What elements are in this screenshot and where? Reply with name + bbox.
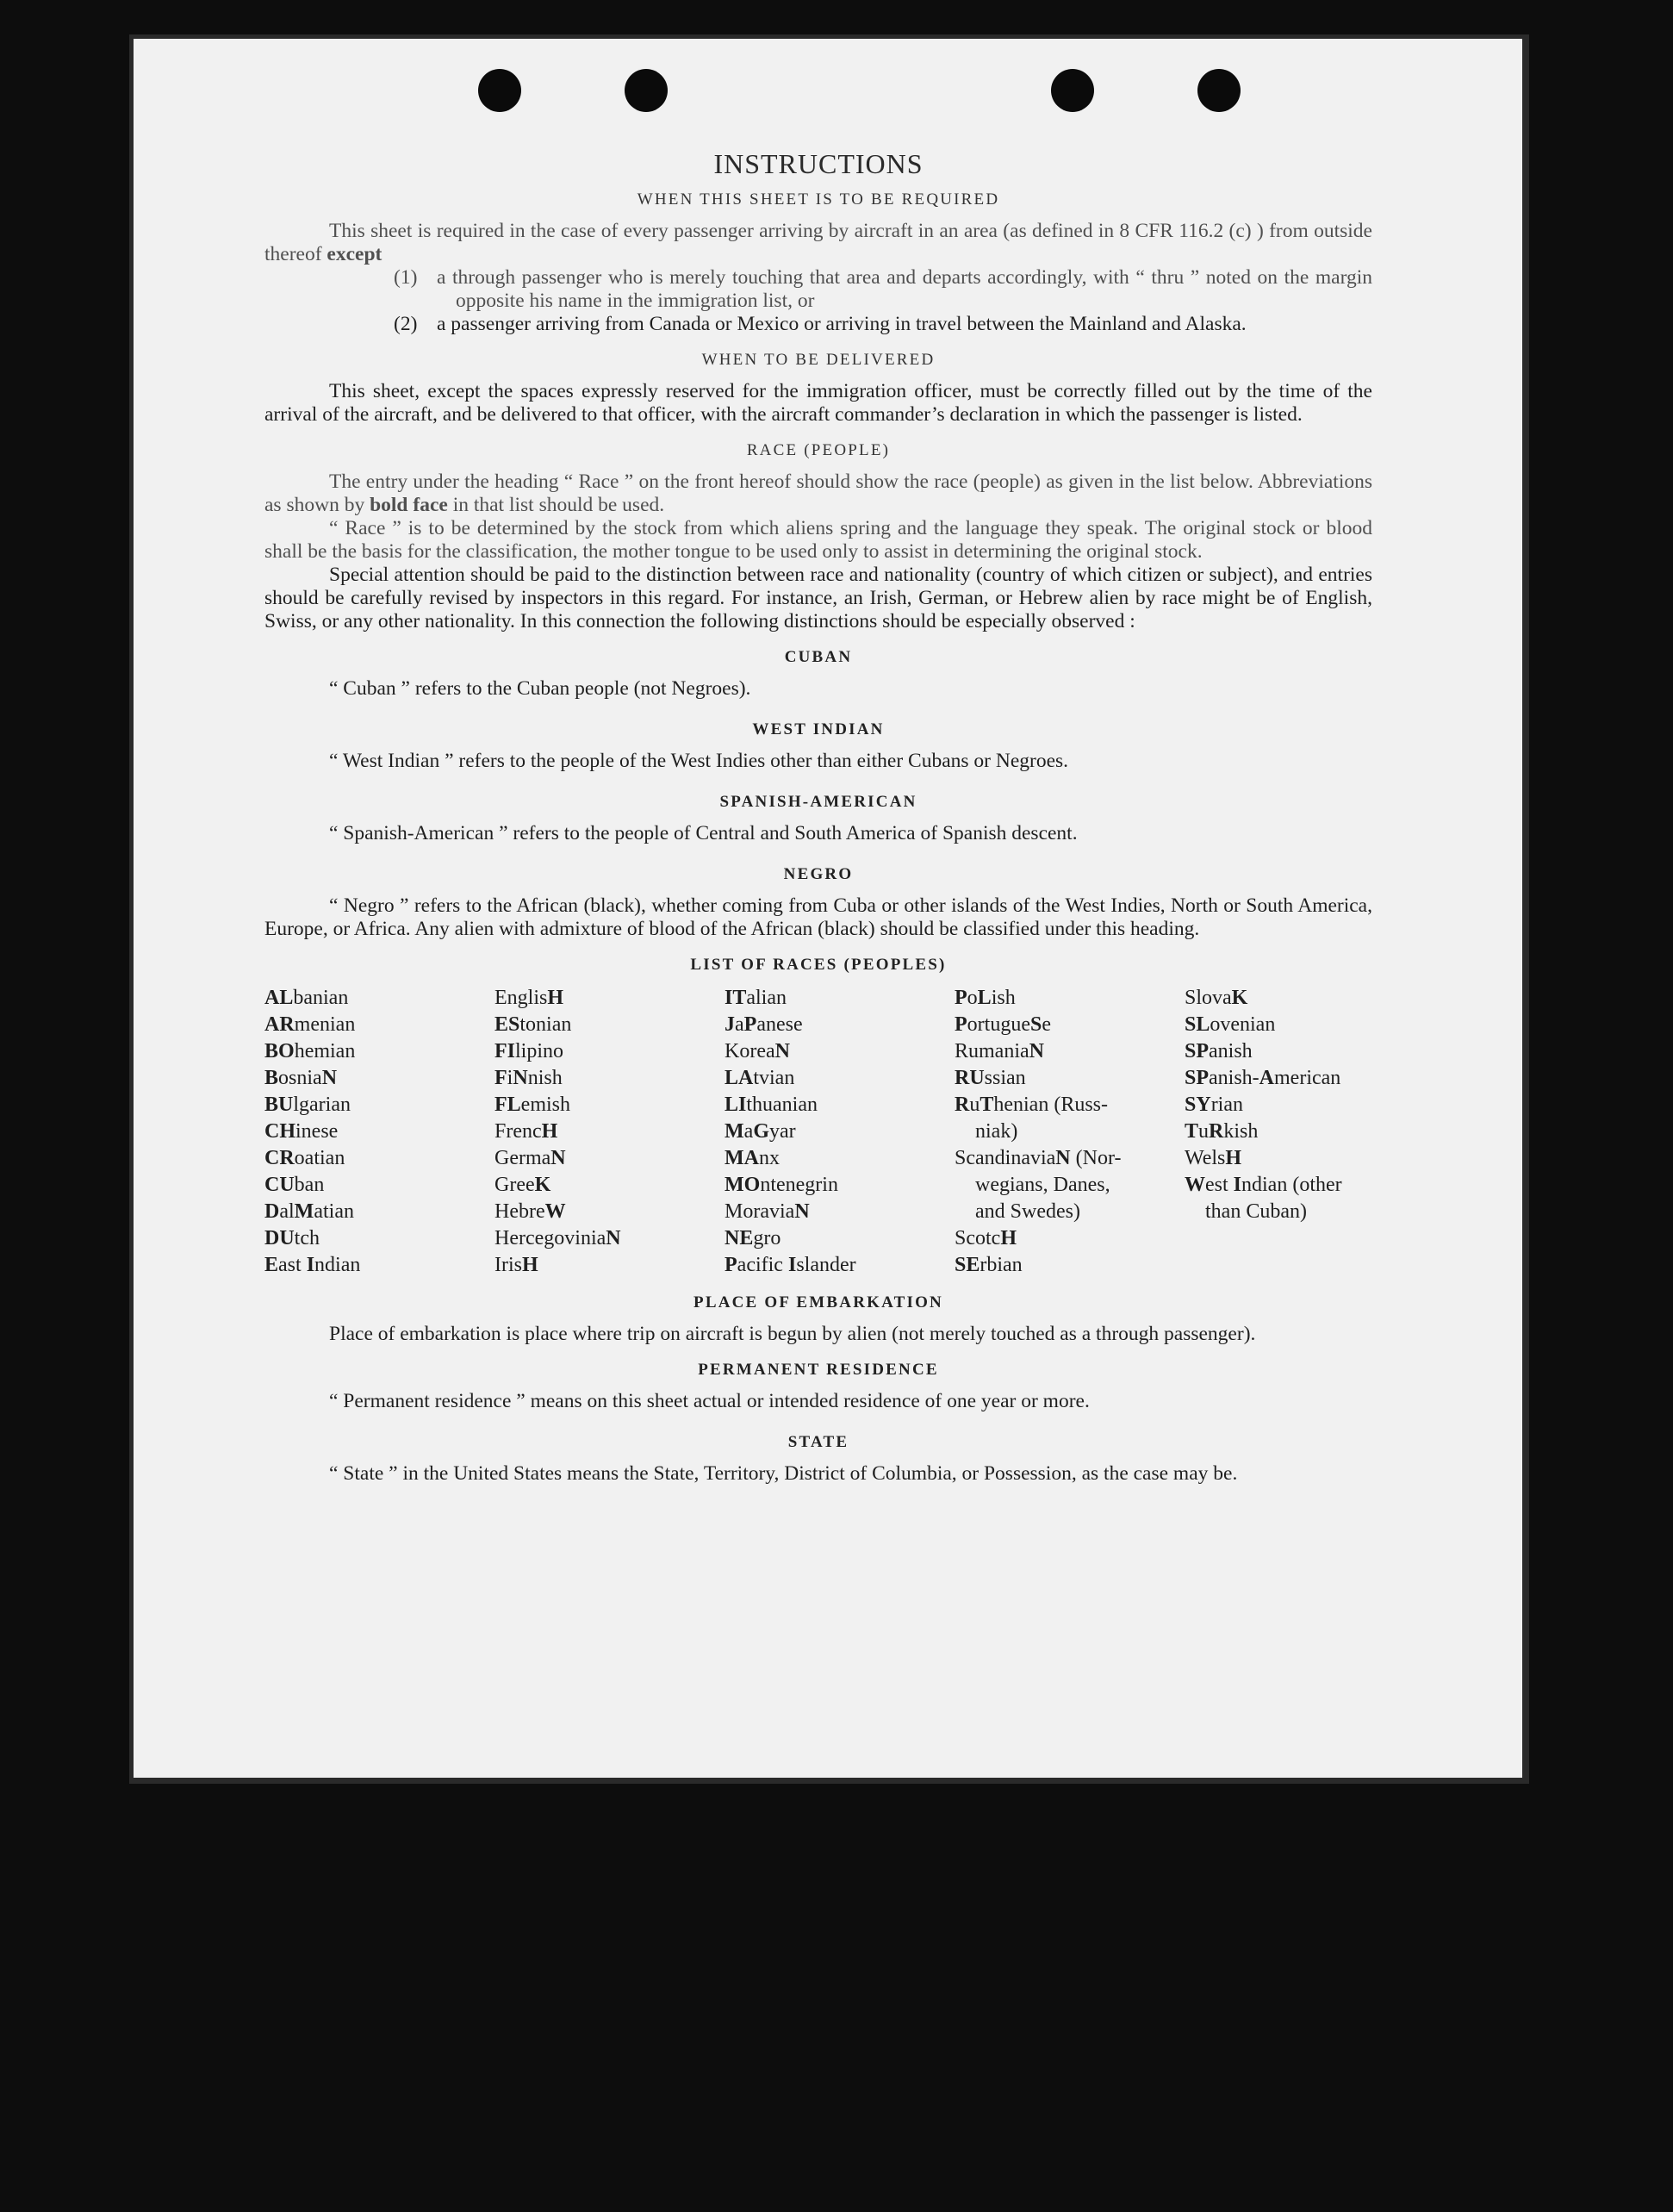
delivered-paragraph: This sheet, except the spaces expressly reserved for the immigration officer, must be correctly filled out by the time of the arrival of the aircraft, and be delivered to that officer, with the aircraft commander’s declaration in which the passenger is listed. (264, 380, 1372, 426)
section-heading-spanish-american: SPANISH-AMERICAN (719, 793, 917, 811)
race-entry: RUssian (955, 1067, 1026, 1089)
race-entry: EStonian (494, 1013, 572, 1036)
race-entry: wegians, Danes, (975, 1174, 1110, 1196)
section-heading-negro: NEGRO (783, 865, 854, 883)
race-entry: DalMatian (264, 1200, 354, 1223)
required-paragraph: This sheet is required in the case of every passenger arriving by aircraft in an area (as defined in 8 CFR 116.2 (c) ) from outside thereof except (264, 220, 1372, 265)
race-entry: GermaN (494, 1147, 566, 1169)
race-entry: ARmenian (264, 1013, 356, 1036)
race-entry: FrencH (494, 1120, 558, 1143)
residence-paragraph: “ Permanent residence ” means on this sheet actual or intended residence of one year or more. (329, 1390, 1090, 1412)
race-paragraph-3: Special attention should be paid to the distinction between race and nationality (country of which citizen or subject), and entries should be carefully revised by inspectors in this regard. For instance, an Irish, German, or Hebrew alien by race might be of English, Swiss, or any other nationality. In this connection the following distinctions should be especially observed : (264, 564, 1372, 632)
race-entry: FIlipino (494, 1040, 564, 1062)
page-title: INSTRUCTIONS (713, 148, 924, 179)
race-entry: ALbanian (264, 987, 349, 1009)
race-entry: LAtvian (725, 1067, 795, 1089)
race-entry: JaPanese (725, 1013, 803, 1036)
race-entry: West Indian (other (1185, 1174, 1342, 1196)
section-heading-residence: PERMANENT RESIDENCE (698, 1361, 939, 1379)
section-heading-cuban: CUBAN (784, 648, 853, 666)
race-entry: MaGyar (725, 1120, 796, 1143)
cuban-paragraph: “ Cuban ” refers to the Cuban people (not Negroes). (329, 677, 751, 700)
punch-hole (478, 69, 521, 112)
race-entry: East Indian (264, 1254, 361, 1276)
race-entry: SLovenian (1185, 1013, 1276, 1036)
race-paragraph-1: The entry under the heading “ Race ” on the front hereof should show the race (people) as given in the list below. Abbreviations as shown by bold face in that list should be used. (264, 470, 1372, 516)
race-entry: SErbian (955, 1254, 1023, 1276)
race-entry: niak) (975, 1120, 1018, 1143)
race-entry: BosniaN (264, 1067, 338, 1089)
race-entry: RumaniaN (955, 1040, 1044, 1062)
race-entry: ScotcH (955, 1227, 1017, 1249)
race-entry: HercegoviniaN (494, 1227, 621, 1249)
race-entry: KoreaN (725, 1040, 790, 1062)
race-column (725, 985, 955, 1279)
document-sheet (134, 39, 1522, 1778)
state-paragraph: “ State ” in the United States means the State, Territory, District of Columbia, or Possession, as the case may be. (329, 1462, 1238, 1485)
race-entry: WelsH (1185, 1147, 1242, 1169)
west-indian-paragraph: “ West Indian ” refers to the people of the West Indies other than either Cubans or Negroes. (329, 750, 1069, 772)
section-heading-delivered: WHEN TO BE DELIVERED (701, 351, 936, 369)
section-heading-west-indian: WEST INDIAN (752, 720, 885, 738)
spanish-american-paragraph: “ Spanish-American ” refers to the people of Central and South America of Spanish descent. (329, 822, 1078, 844)
race-entry: PoLish (955, 987, 1016, 1009)
race-entry: CUban (264, 1174, 325, 1196)
embarkation-paragraph: Place of embarkation is place where trip on aircraft is begun by alien (not merely touched as a through passenger). (329, 1323, 1256, 1345)
race-entry: SPanish-American (1185, 1067, 1341, 1089)
race-entry: SYrian (1185, 1094, 1243, 1116)
race-entry: CHinese (264, 1120, 339, 1143)
race-entry: GreeK (494, 1174, 551, 1196)
race-entry: PortugueSe (955, 1013, 1051, 1036)
section-heading-list-of-races: LIST OF RACES (PEOPLES) (690, 956, 947, 974)
race-column (264, 985, 494, 1279)
race-entry: BUlgarian (264, 1094, 351, 1116)
race-entry: SlovaK (1185, 987, 1248, 1009)
race-entry: than Cuban) (1205, 1200, 1307, 1223)
race-entry: EnglisH (494, 987, 564, 1009)
instructions-content (264, 148, 1372, 1486)
race-entry: LIthuanian (725, 1094, 818, 1116)
race-entry: MoraviaN (725, 1200, 810, 1223)
section-heading-state: STATE (787, 1433, 849, 1451)
race-entry: FLemish (494, 1094, 570, 1116)
punch-hole (1051, 69, 1094, 112)
race-entry: FiNnish (494, 1067, 563, 1089)
race-column (1185, 985, 1372, 1279)
punch-hole (1197, 69, 1241, 112)
section-heading-race: RACE (PEOPLE) (746, 441, 891, 459)
race-entry: SPanish (1185, 1040, 1253, 1062)
race-entry: TuRkish (1185, 1120, 1259, 1143)
race-list (264, 985, 1372, 1279)
section-heading-required: WHEN THIS SHEET IS TO BE REQUIRED (637, 190, 1000, 209)
race-paragraph-2: “ Race ” is to be determined by the stock from which aliens spring and the language they speak. The original stock or blood shall be the basis for the classification, the mother tongue to be used only to assist in determining the original stock. (264, 517, 1372, 563)
list-item: (2) a passenger arriving from Canada or Mexico or arriving in travel between the Mainland and Alaska. (394, 313, 1247, 335)
race-entry: ITalian (725, 987, 787, 1009)
section-heading-embarkation: PLACE OF EMBARKATION (693, 1293, 943, 1312)
list-item: (1) a through passenger who is merely touching that area and departs accordingly, with “ thru ” noted on the margin opposite his name in the immigration list, or (394, 266, 1372, 312)
race-entry: BOhemian (264, 1040, 356, 1062)
race-entry: HebreW (494, 1200, 566, 1223)
race-entry: IrisH (494, 1254, 538, 1276)
negro-paragraph: “ Negro ” refers to the African (black), whether coming from Cuba or other islands of the West Indies, North or South America, Europe, or Africa. Any alien with admixture of blood of the African (black) should be classified under this heading. (264, 894, 1372, 940)
race-column (955, 985, 1185, 1279)
race-entry: RuThenian (Russ- (955, 1094, 1109, 1116)
race-entry: DUtch (264, 1227, 320, 1249)
race-entry: NEgro (725, 1227, 781, 1249)
race-entry: CRoatian (264, 1147, 345, 1169)
race-entry: MAnx (725, 1147, 780, 1169)
race-entry: Pacific Islander (725, 1254, 856, 1276)
race-entry: and Swedes) (975, 1200, 1080, 1223)
race-column (494, 985, 725, 1279)
race-entry: ScandinaviaN (Nor- (955, 1147, 1122, 1169)
punch-hole (625, 69, 668, 112)
race-entry: MOntenegrin (725, 1174, 838, 1196)
